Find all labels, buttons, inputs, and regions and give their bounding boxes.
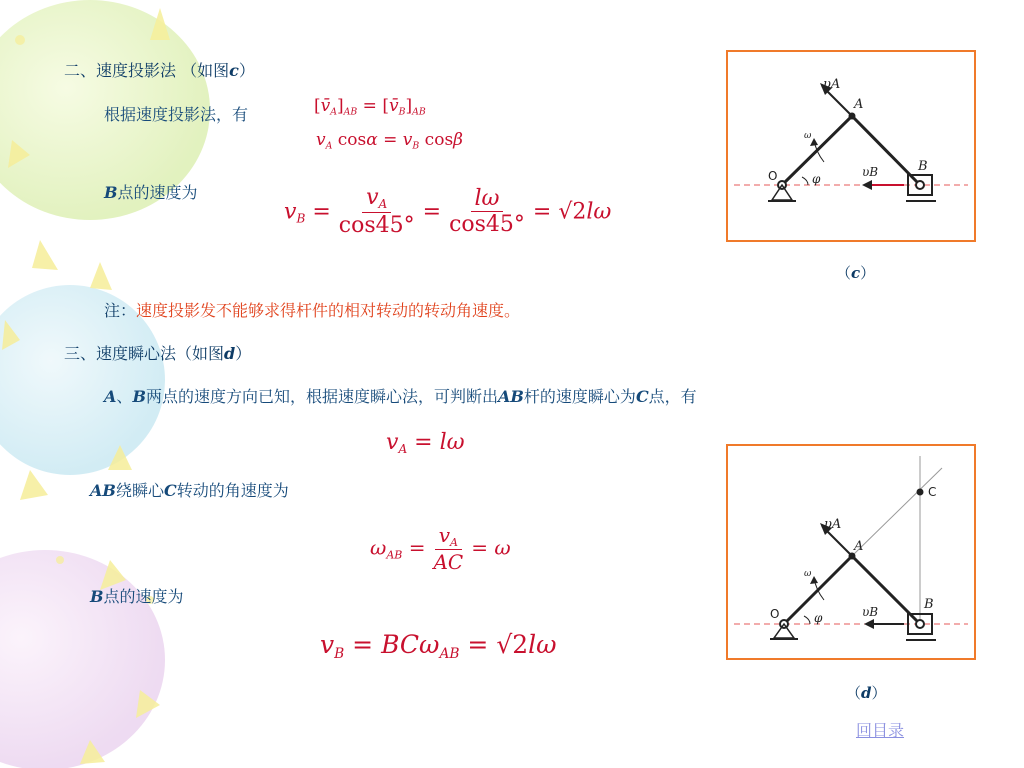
section3-b-label (90, 584, 184, 607)
caption-d-open: （ (846, 684, 862, 702)
var-b: B (132, 387, 146, 406)
line1-end: 点，有 (648, 387, 697, 406)
section2-heading-var: c (229, 61, 239, 80)
section3-heading-var: d (224, 344, 236, 363)
line1-mid2: 杆的速度瞬心为 (523, 387, 636, 406)
formula-cos-relation: $v_A$ $\cos\alpha = v_B$ cosβ (316, 130, 463, 152)
formula-vb-instant: $v_B = BC\omega_{AB} = √2l\omega$ (320, 630, 557, 662)
caption-c-close: ） (860, 264, 876, 282)
figure-d-caption (846, 682, 887, 703)
section2-heading-close: ） (238, 61, 255, 80)
var-ab: AB (497, 387, 524, 406)
section3-heading-text: 三、速度瞬心法（如图 (64, 344, 225, 363)
ab-var: AB (90, 481, 116, 500)
section3-heading-close: ） (235, 344, 252, 363)
ab-text1: 绕瞬心 (115, 481, 164, 500)
formula-velocity-projection: $[v̄_A]_{AB}$ = $[v̄_B]_{AB}$ (314, 96, 426, 118)
b-var-2: B (90, 587, 104, 606)
mechanism-diagram-d (728, 446, 974, 658)
label-b: B (918, 159, 928, 174)
b-var: B (104, 183, 118, 202)
figure-c-caption (836, 262, 875, 283)
section3-line1 (104, 384, 697, 407)
section2-intro: 根据速度投影法，有 (104, 105, 249, 124)
b-speed-text: 点的速度为 (117, 183, 198, 202)
caption-c-open: （ (836, 264, 852, 282)
var-c: C (635, 387, 649, 406)
label-vb: υB (862, 165, 879, 179)
caption-d-var: d (861, 684, 872, 702)
formula-vb-result: $v_B$ = $\frac{v_A}{\cos 45^\circ}$ = $\frac{l\omega}{\cos 45^\circ}$ = √2lω (284, 185, 612, 238)
line1-mid: 两点的速度方向已知，根据速度瞬心法，可判断出 (145, 387, 498, 406)
section3-ab-label (90, 478, 289, 501)
label-va: υA (823, 77, 841, 92)
formula-omega-ab: $\omega_{AB}$ = $\frac{v_A}{AC}$ = ω (370, 523, 511, 574)
formula-va: $v_A = l\omega$ (386, 430, 465, 457)
section2-heading (64, 58, 255, 81)
note (104, 298, 520, 321)
back-to-contents-link[interactable]: 回目录 (856, 721, 905, 740)
label-va-d: υA (824, 517, 842, 532)
caption-d-close: ） (871, 684, 887, 702)
label-a: A (854, 97, 864, 112)
ab-text2: 转动的角速度为 (176, 481, 289, 500)
label-a-d: A (854, 539, 864, 554)
figure-c (726, 50, 976, 242)
ab-c-var: C (163, 481, 177, 500)
label-vb-d: υB (862, 605, 879, 619)
b-text-2: 点的速度为 (103, 587, 184, 606)
note-body: 速度投影发不能够求得杆件的相对转动的转动角速度。 (136, 301, 521, 320)
label-b-d: B (924, 597, 934, 612)
label-o: O (768, 169, 778, 183)
label-c-d: C (928, 485, 937, 499)
sep: 、 (116, 387, 133, 406)
label-phi-d: φ (814, 611, 823, 625)
var-a: A (104, 387, 117, 406)
section3-heading (64, 341, 251, 364)
label-phi: φ (812, 172, 821, 186)
mechanism-diagram-c (728, 52, 974, 240)
label-omega: ω (804, 131, 812, 141)
label-omega-d: ω (804, 569, 812, 579)
note-lead: 注： (104, 301, 137, 320)
caption-c-var: c (851, 264, 861, 282)
label-o-d: O (770, 607, 780, 621)
section2-b-speed-label (104, 180, 198, 203)
figure-d (726, 444, 976, 660)
section2-heading-text: 二、速度投影法 （如图 (64, 61, 230, 80)
